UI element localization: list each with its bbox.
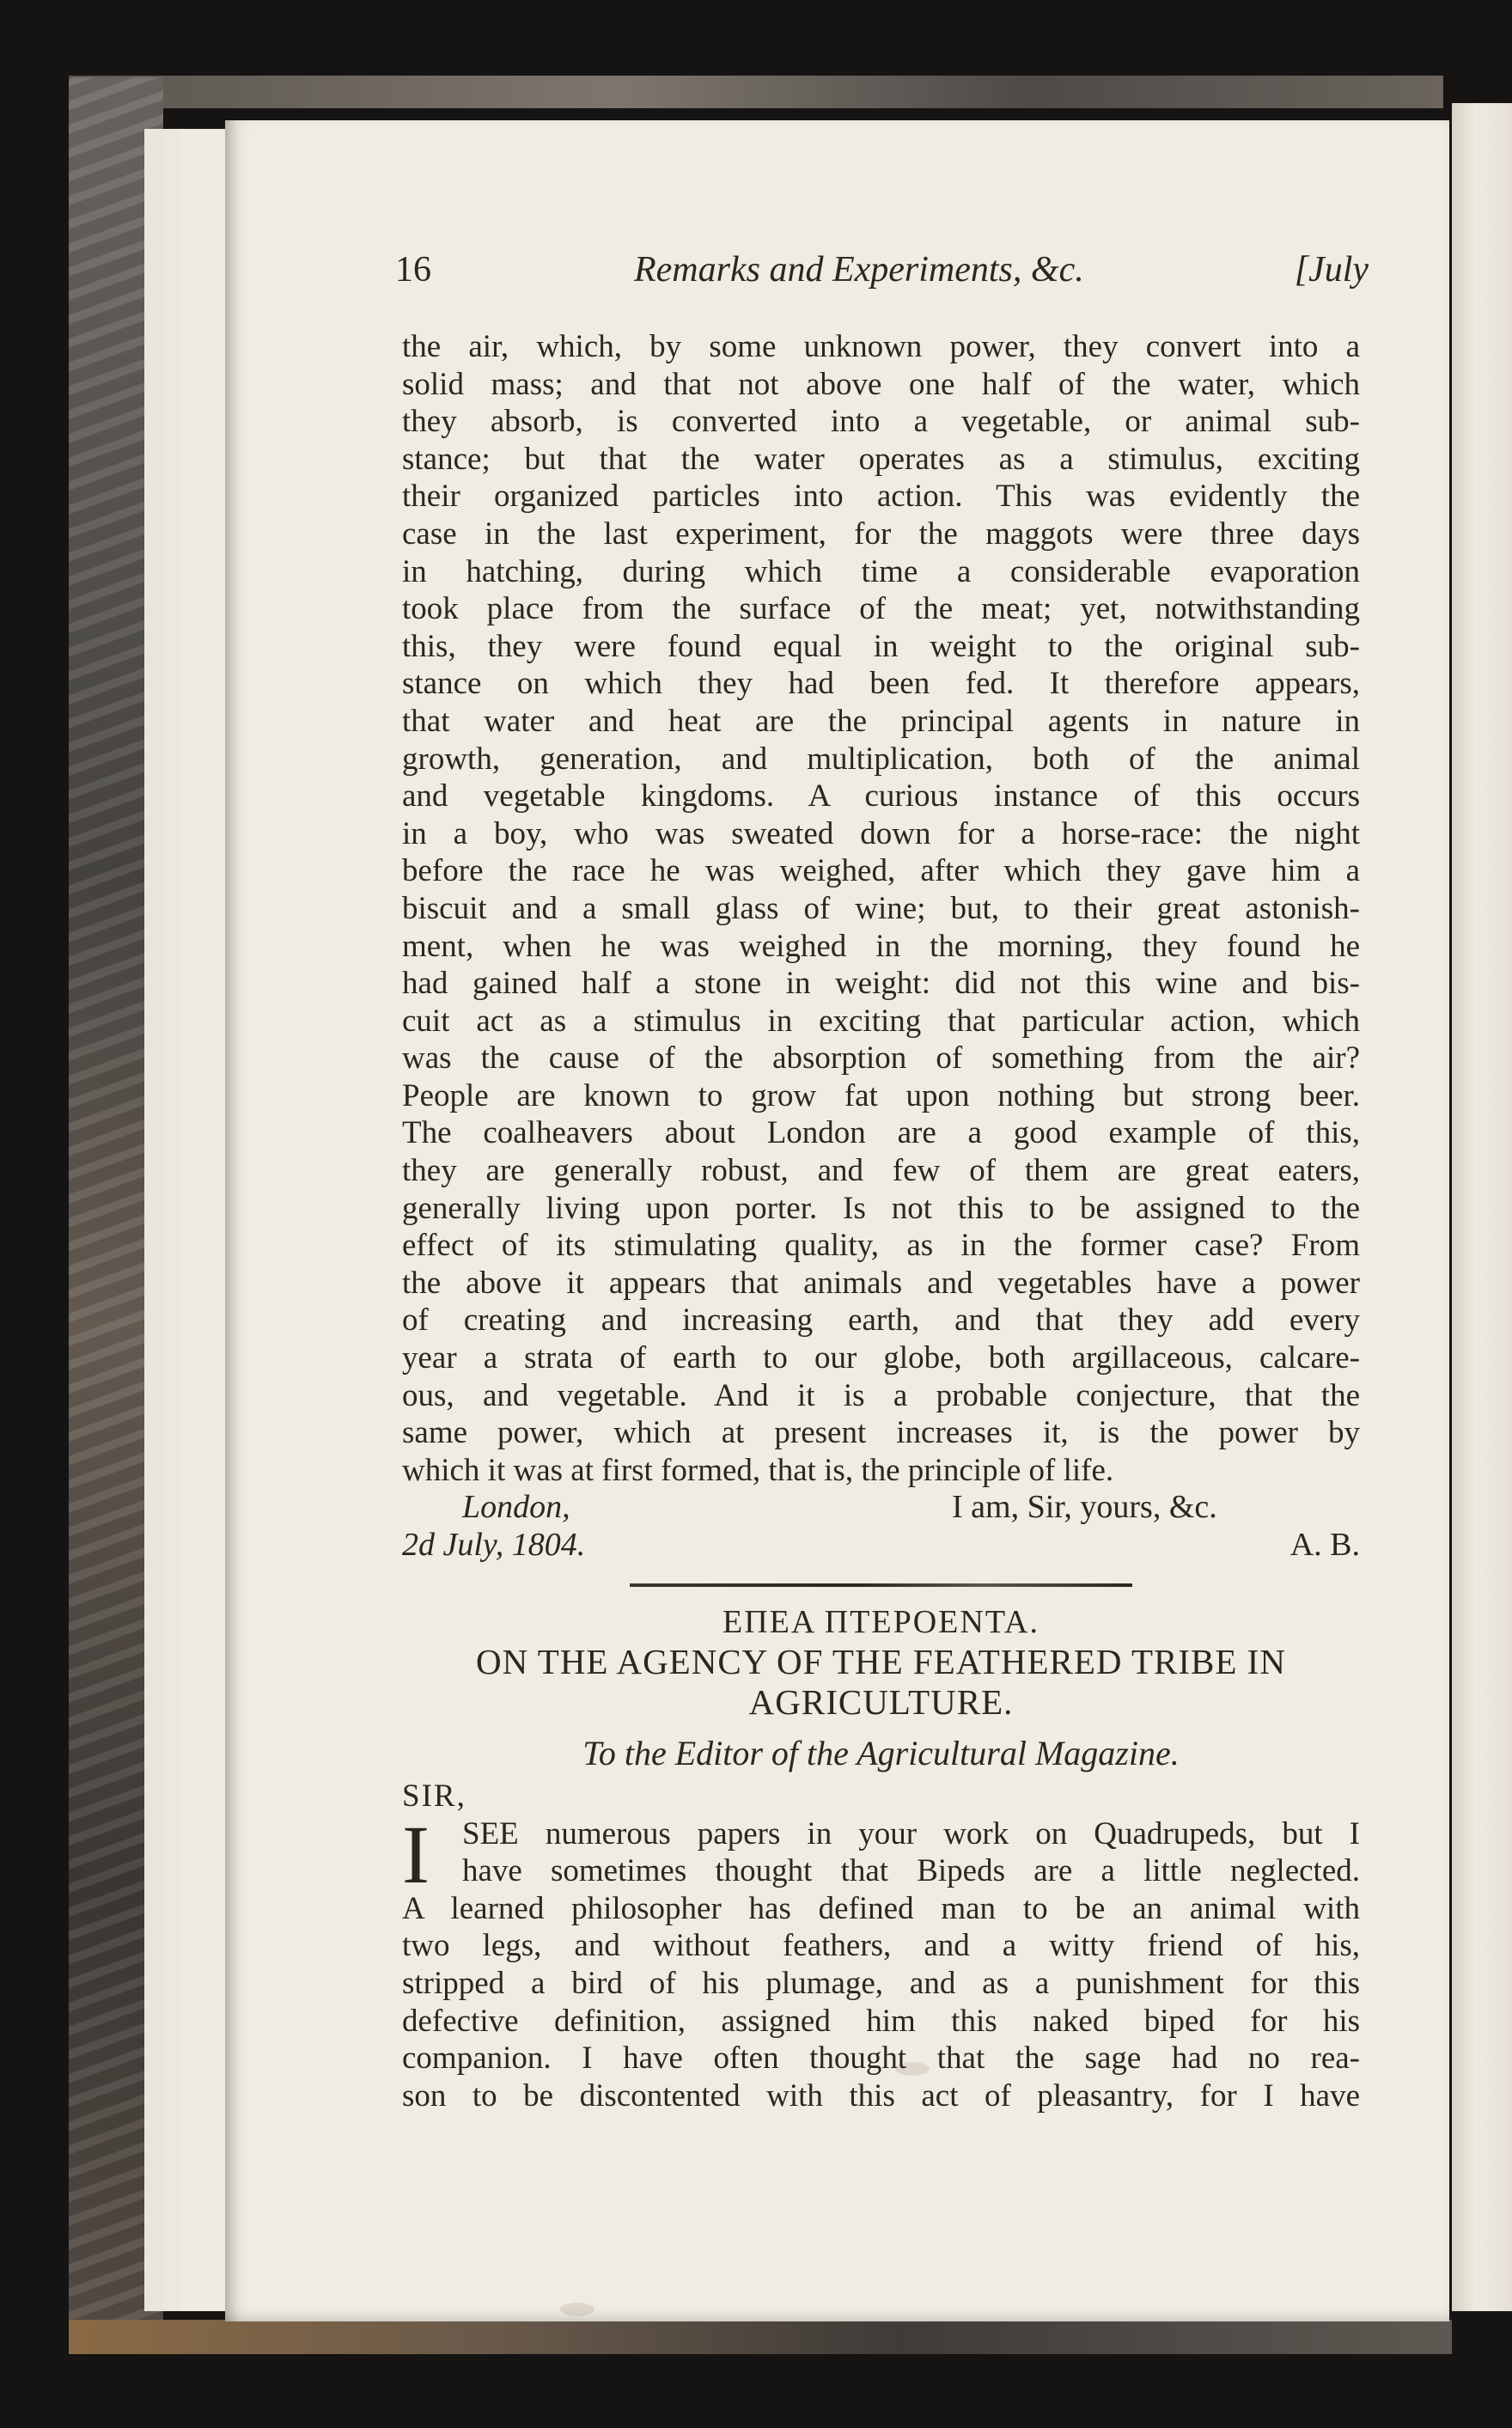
facing-page-edge <box>1452 103 1512 2311</box>
text-line: same power, which at present increases it, is the power by <box>402 1415 1360 1451</box>
text-line: effect of its stimulating quality, as in the former case? From <box>402 1228 1360 1264</box>
text-line: and vegetable kingdoms. A curious instance of this occurs <box>402 778 1360 814</box>
text-line: generally living upon porter. Is not this to be assigned to the <box>402 1190 1360 1226</box>
text-line: of creating and increasing earth, and that they add every <box>402 1302 1360 1339</box>
page-number: 16 <box>395 250 431 290</box>
text-line: ous, and vegetable. And it is a probable conjecture, that the <box>402 1377 1360 1413</box>
text-line: which it was at first formed, that is, the principle of life. <box>402 1452 1114 1488</box>
text-line: ment, when he was weighed in the morning, they found he <box>402 928 1360 964</box>
text-line: that water and heat are the principal agents in nature in <box>402 703 1360 739</box>
text-line: took place from the surface of the meat; yet, notwithstanding <box>402 591 1360 627</box>
text-line: before the race he was weighed, after which they gave him a <box>402 853 1360 889</box>
text-line: SEE numerous papers in your work on Quadrupeds, but I <box>462 1815 1360 1852</box>
text-line: they are generally robust, and few of them are great eaters, <box>402 1153 1360 1189</box>
salutation: SIR, <box>402 1778 466 1814</box>
running-head-month: [July <box>1294 250 1369 290</box>
dropcap-paragraph <box>402 1808 1360 1900</box>
text-line: this, they were found equal in weight to the original sub- <box>402 628 1360 664</box>
text-line: the air, which, by some unknown power, they convert into a <box>402 329 1360 364</box>
article-title-line: AGRICULTURE. <box>748 1681 1014 1722</box>
signature-date: 2d July, 1804. <box>402 1527 586 1563</box>
text-line: defective definition, assigned him this naked biped for his <box>402 2003 1360 2039</box>
text-line: case in the last experiment, for the maggots were three days <box>402 515 1360 552</box>
text-line: they absorb, is converted into a vegetable, or animal sub- <box>402 404 1360 440</box>
text-line: solid mass; and that not above one half of the water, which <box>402 366 1360 402</box>
text-line: cuit act as a stimulus in exciting that particular action, which <box>402 1003 1360 1039</box>
page-header <box>395 250 1369 371</box>
article-paragraph <box>402 1890 1360 2115</box>
signature-place: London, <box>462 1489 570 1526</box>
greek-heading: ΕΠΕΑ ΠΤΕΡΟΕΝΤΑ. <box>722 1603 1040 1640</box>
text-line: People are known to grow fat upon nothing but strong beer. <box>402 1077 1360 1113</box>
binding-bottom-edge <box>69 2320 1452 2354</box>
page-smudge <box>560 2303 594 2316</box>
text-line: in hatching, during which time a considerable evaporation <box>402 553 1360 589</box>
page-text <box>395 250 1369 2114</box>
text-line: The coalheavers about London are a good example of this, <box>402 1115 1360 1151</box>
signature-date-line <box>402 1527 1360 1565</box>
article-title <box>402 1642 1360 1723</box>
text-line: was the cause of the absorption of something from the air? <box>402 1040 1360 1077</box>
drop-cap: I <box>402 1808 430 1900</box>
text-line: two legs, and without feathers, and a witty friend of his, <box>402 1928 1360 1964</box>
editor-address: To the Editor of the Agricultural Magazine. <box>582 1733 1180 1772</box>
section-divider <box>630 1583 1132 1587</box>
text-line: the above it appears that animals and vegetables have a power <box>402 1265 1360 1301</box>
binding-top-edge <box>69 76 1443 108</box>
text-line: stance on which they had been fed. It therefore appears, <box>402 666 1360 702</box>
text-line: have sometimes thought that Bipeds are a little neglected. <box>462 1853 1360 1889</box>
text-line: year a strata of earth to our globe, both argillaceous, calcare- <box>402 1340 1360 1376</box>
text-line: biscuit and a small glass of wine; but, to their great astonish- <box>402 890 1360 926</box>
running-head: Remarks and Experiments, &c. <box>634 250 1084 290</box>
signature-line <box>402 1489 1360 1527</box>
text-line: growth, generation, and multiplication, both of the animal <box>402 741 1360 777</box>
text-line: A learned philosopher has defined man to be an animal with <box>402 1890 1360 1926</box>
text-line: stance; but that the water operates as a stimulus, exciting <box>402 441 1360 477</box>
text-line: had gained half a stone in weight: did not this wine and bis- <box>402 966 1360 1002</box>
text-line: son to be discontented with this act of pleasantry, for I have <box>402 2077 1360 2114</box>
article-title-line: ON THE AGENCY OF THE FEATHERED TRIBE IN <box>476 1641 1286 1681</box>
text-line: their organized particles into action. This was evidently the <box>402 479 1360 515</box>
text-line: companion. I have often thought that the sage had no rea- <box>402 2041 1360 2077</box>
text-line: in a boy, who was sweated down for a horse-race: the night <box>402 815 1360 851</box>
signature-closing: I am, Sir, yours, &c. <box>952 1489 1217 1526</box>
body-paragraph <box>402 328 1360 1489</box>
text-line: stripped a bird of his plumage, and as a punishment for this <box>402 1965 1360 2001</box>
signature-initials: A. B. <box>1289 1527 1360 1563</box>
